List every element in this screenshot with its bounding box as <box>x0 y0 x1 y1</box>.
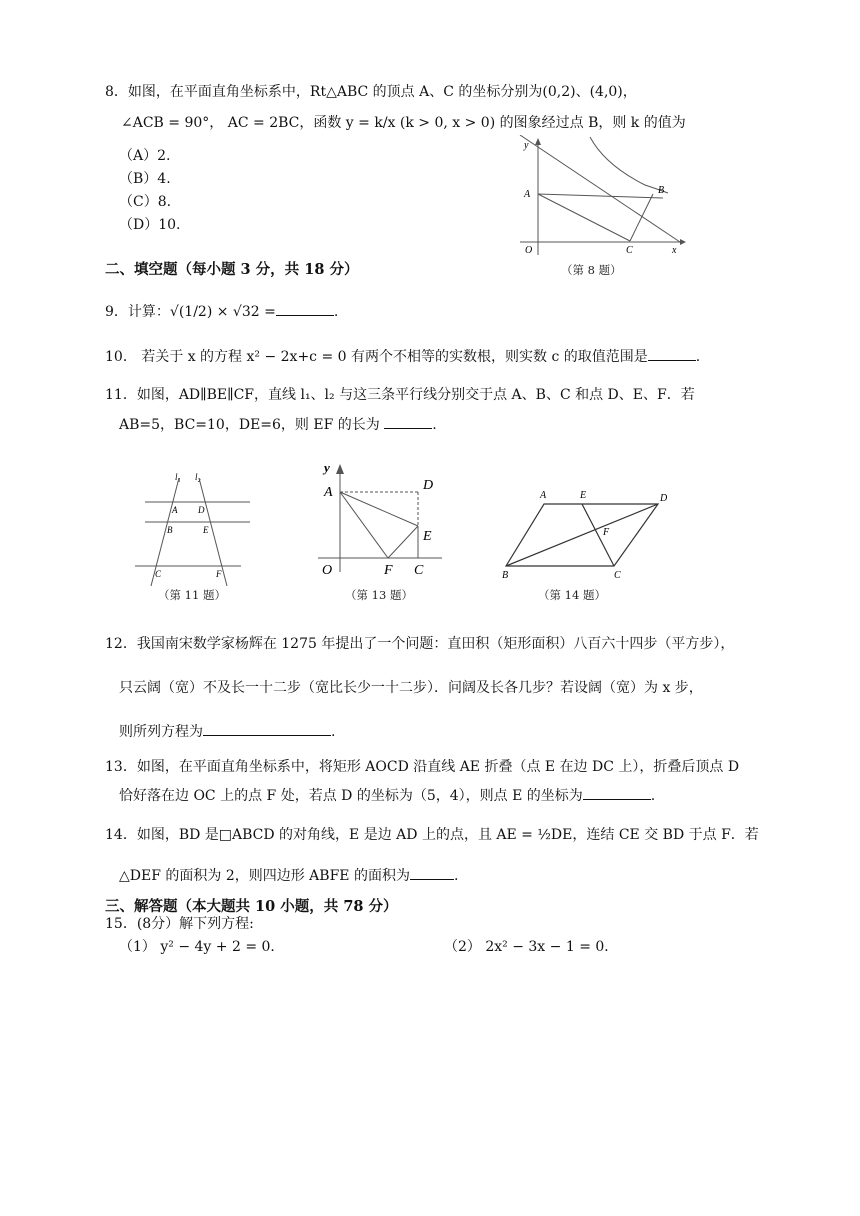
fig14-label-b: B <box>502 570 509 581</box>
fig14-label-f: F <box>603 527 610 538</box>
fig14-label-e: E <box>580 490 587 501</box>
fig13-label-o: O <box>322 563 333 578</box>
fig8-label-b: B <box>658 185 665 196</box>
fig8-segment-cb <box>630 194 653 241</box>
q8-option-c: （C）8. <box>119 194 172 210</box>
figure-14 <box>496 484 682 582</box>
fig14-label-d: D <box>660 493 668 504</box>
q12-line2: 只云阔（宽）不及长一十二步（宽比长少一十二步）．问阔及长各几步？若设阔（宽）为 x 步， <box>119 680 703 696</box>
caption-q14: （第 14 题） <box>538 588 606 602</box>
fig14-label-a: A <box>540 490 547 501</box>
q14-line1: 14．如图，BD 是□ABCD 的对角线，E 是边 AD 上的点，且 AE = ½DE，连结 CE 交 BD 于点 F．若 <box>105 827 759 843</box>
q8-option-d: （D）10. <box>119 217 181 233</box>
fig11-label-e: E <box>203 525 209 535</box>
q8-option-a: （A）2. <box>119 148 171 164</box>
fig13-label-e: E <box>423 529 432 544</box>
q8-line1: 8．如图，在平面直角坐标系中，Rt△ABC 的顶点 A、C 的坐标分别为(0,2)、(4,0)， <box>105 84 637 100</box>
q14-line2: △DEF 的面积为 2，则四边形 ABFE 的面积为 . <box>119 865 458 887</box>
fig8-segment-ab <box>538 194 663 198</box>
caption-q11: （第 11 题） <box>158 588 226 602</box>
fig8-label-x: x <box>672 245 677 256</box>
fig8-label-y: y <box>524 140 529 151</box>
q12-line3: 则所列方程为 . <box>119 721 335 743</box>
figure-11 <box>135 468 250 586</box>
q11-line2: AB=5，BC=10，DE=6，则 EF 的长为 . <box>119 414 437 436</box>
fig13-label-f: F <box>384 563 393 578</box>
fig8-segment-ac <box>538 194 630 241</box>
figure-13 <box>314 460 449 580</box>
q13-line1: 13．如图，在平面直角坐标系中，将矩形 AOCD 沿直线 AE 折叠（点 E 在边 DC 上），折叠后顶点 D <box>105 759 740 775</box>
fig13-label-d: D <box>423 478 434 493</box>
fig11-label-l2: l₂ <box>195 472 201 482</box>
fig11-label-a: A <box>172 505 178 515</box>
q12-line1: 12．我国南宋数学家杨辉在 1275 年提出了一个问题：直田积（矩形面积）八百六十四步（平方步）， <box>105 636 735 652</box>
q15-line1: 15．(8分）解下列方程: <box>105 916 254 932</box>
fig11-label-c: C <box>155 569 162 579</box>
q9-text: 9．计算：√(1/2) × √32 = . <box>105 301 338 323</box>
q8-option-b: （B）4. <box>119 171 171 187</box>
q10-text: 10． 若关于 x 的方程 x² − 2x+c = 0 有两个不相等的实数根，则实数 c 的取值范围是 . <box>105 346 700 368</box>
fig11-label-f: F <box>216 569 222 579</box>
section-2-heading: 二、填空题（每小题 3 分，共 18 分） <box>105 261 359 278</box>
q8-line2: ∠ACB = 90°， AC = 2BC，函数 y = k/x (k > 0, x > 0) 的图象经过点 B，则 k 的值为 <box>121 115 686 131</box>
q15-part-1: （1） y² − 4y + 2 = 0． <box>119 939 285 955</box>
fig14-label-c: C <box>614 570 621 581</box>
fig13-label-c: C <box>414 563 424 578</box>
fig8-label-a: A <box>524 189 531 200</box>
q13-line2: 恰好落在边 OC 上的点 F 处，若点 D 的坐标为（5，4），则点 E 的坐标为 . <box>119 785 655 807</box>
fig8-label-o: O <box>525 245 533 256</box>
q11-line1: 11．如图，AD∥BE∥CF，直线 l₁、l₂ 与这三条平行线分别交于点 A、B、C 和点 D、E、F．若 <box>105 387 695 403</box>
fig11-label-b: B <box>167 525 173 535</box>
caption-q8: （第 8 题） <box>561 263 622 277</box>
fig13-label-a: A <box>324 485 333 500</box>
fig11-label-d: D <box>198 505 205 515</box>
fig8-label-c: C <box>626 245 633 256</box>
fig8-curve <box>590 137 668 193</box>
fig13-label-y: y <box>324 460 330 475</box>
q15-part-2: （2） 2x² − 3x − 1 = 0． <box>444 939 619 955</box>
fig11-label-l1: l₁ <box>175 472 181 482</box>
section-3-heading: 三、解答题（本大题共 10 小题，共 78 分） <box>105 898 398 915</box>
caption-q13: （第 13 题） <box>345 588 413 602</box>
figure-8 <box>510 135 700 265</box>
